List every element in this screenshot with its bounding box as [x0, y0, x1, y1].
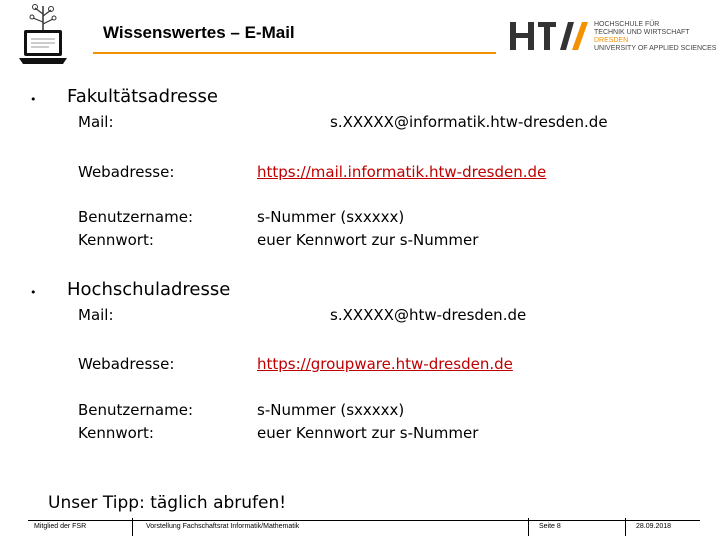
- page-title: Wissenswertes – E-Mail: [103, 23, 295, 42]
- laptop-icon: [17, 2, 69, 74]
- footer-separator: [132, 518, 133, 536]
- footer-separator: [528, 518, 529, 536]
- footer-separator: [625, 518, 626, 536]
- mail-label: Mail:: [78, 113, 114, 131]
- webmail-link[interactable]: https://mail.informatik.htw-dresden.de: [257, 163, 547, 181]
- footer-page: Seite 8: [539, 523, 561, 530]
- htw-logo-icon: [508, 18, 590, 58]
- footer-presentation: Vorstellung Fachschaftsrat Informatik/Mathematik: [146, 523, 300, 530]
- password-label: Kennwort:: [78, 231, 154, 249]
- web-label: Webadresse:: [78, 355, 175, 373]
- mail-address: s.XXXXX@informatik.htw-dresden.de: [330, 113, 608, 131]
- mail-label: Mail:: [78, 306, 114, 324]
- logo-line-4: UNIVERSITY OF APPLIED SCIENCES: [594, 45, 717, 52]
- logo-line-2: TECHNIK UND WIRTSCHAFT: [594, 29, 690, 36]
- section-title-fakultaet: Fakultätsadresse: [67, 86, 218, 107]
- header-divider: [93, 52, 496, 54]
- username-label: Benutzername:: [78, 401, 194, 419]
- bullet-icon: •: [30, 286, 37, 299]
- logo-line-1: HOCHSCHULE FÜR: [594, 21, 660, 28]
- password-label: Kennwort:: [78, 424, 154, 442]
- password-value: euer Kennwort zur s-Nummer: [257, 424, 479, 442]
- bullet-icon: •: [30, 93, 37, 106]
- mail-address: s.XXXXX@htw-dresden.de: [330, 306, 527, 324]
- tipp-text: Unser Tipp: täglich abrufen!: [48, 493, 287, 513]
- username-value: s-Nummer (sxxxxx): [257, 401, 405, 419]
- footer-member: Mitglied der FSR: [34, 523, 87, 530]
- footer-divider: [28, 520, 700, 521]
- logo-line-3: DRESDEN: [594, 37, 629, 44]
- web-label: Webadresse:: [78, 163, 175, 181]
- groupware-link[interactable]: https://groupware.htw-dresden.de: [257, 355, 513, 373]
- password-value: euer Kennwort zur s-Nummer: [257, 231, 479, 249]
- section-title-hochschule: Hochschuladresse: [67, 279, 231, 300]
- username-value: s-Nummer (sxxxxx): [257, 208, 405, 226]
- footer-date: 28.09.2018: [636, 523, 672, 530]
- htw-logo-text: [594, 21, 716, 53]
- username-label: Benutzername:: [78, 208, 194, 226]
